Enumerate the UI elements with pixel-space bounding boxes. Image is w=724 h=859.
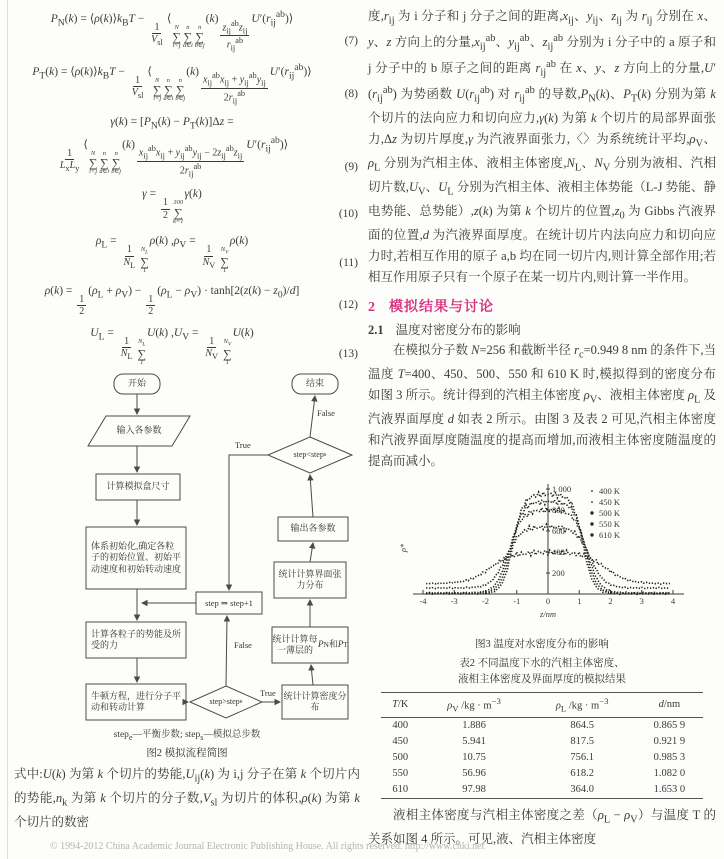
- subsection-title: 温度对密度分布的影响: [395, 323, 521, 338]
- density-profile-plot: [368, 476, 716, 628]
- y-tick-label: 600: [552, 526, 565, 537]
- x-tick-label: 3: [639, 596, 644, 607]
- equation: [14, 57, 360, 110]
- legend-marker: [590, 523, 593, 526]
- figure3-chart: [368, 476, 716, 633]
- legend-marker: [591, 491, 593, 493]
- flow-calcbox: 计算模拟盒尺寸: [106, 481, 170, 492]
- table-cell: 817.5: [570, 736, 594, 748]
- copyright-footer: © 1994-2012 China Academic Journal Electronic Publishing House. All rights reserved. http://www.cnki.net: [50, 841, 485, 852]
- left-paragraph: 式中:U(k) 为第 k 个切片的势能$,U_{ij}(k)$ 为 i,j 分子在第 k 个切片内的势能$,n_k$ 为第 k 个切片的分子数$,V_{sl}$ 为切片的体积,ρ(k) 为第 k 个切片的数密: [14, 767, 360, 830]
- equation-number: (13): [338, 348, 358, 361]
- flow-label-true-bottom: True: [260, 688, 276, 699]
- x-tick-label: -4: [419, 596, 427, 607]
- y-axis-label: ρ*: [398, 544, 408, 553]
- table-row: [381, 717, 703, 734]
- equation-number: (11): [339, 256, 358, 269]
- flow-label-true-top: True: [235, 440, 251, 451]
- table-cell: 756.1: [570, 752, 594, 764]
- equation: [14, 321, 360, 370]
- legend-label: 610 K: [599, 530, 621, 541]
- table-row: [381, 782, 703, 799]
- table-cell: 1.653 0: [653, 784, 686, 796]
- table2-header-cell: $\rho_V$ $/kg \cdot m^{-3}$: [419, 692, 528, 717]
- equation-number: (7): [344, 34, 358, 47]
- table-cell: 610: [392, 784, 409, 796]
- x-axis-label: z/nm: [539, 609, 557, 620]
- table-cell: 0.865 9: [653, 720, 686, 732]
- table-cell: 550: [392, 768, 409, 780]
- subsection-heading: [368, 320, 716, 338]
- subsection-number: 2.1: [368, 323, 384, 338]
- equation-number: (8): [344, 87, 358, 100]
- x-tick-label: 0: [545, 596, 551, 607]
- legend-marker: [591, 502, 593, 504]
- table-cell: 864.5: [570, 720, 594, 732]
- table-cell: 618.2: [570, 768, 594, 780]
- equation-number: (9): [344, 160, 358, 173]
- figure2-caption: 图2 模拟流程简图: [146, 748, 228, 760]
- x-tick-label: -3: [450, 596, 458, 607]
- y-tick-label: 200: [552, 568, 565, 579]
- flow-potential: 计算各粒子的势能及所受的力: [91, 628, 182, 651]
- table2: [381, 692, 703, 799]
- left-column: [14, 4, 360, 833]
- flow-label-false-top: False: [317, 408, 335, 419]
- flow-end: 结束: [305, 378, 324, 389]
- right-paragraph-3: 液相主体密度与汽相主体密度之差$(\rho_L - \rho_V)$与温度 T 的关系如图 4 所示。可见,液、汽相主体密度: [368, 807, 716, 846]
- table2-header-cell: T/K: [381, 692, 419, 717]
- table-cell: 500: [392, 752, 409, 764]
- right-paragraph-1: 度$,r_{ij}$ 为 i 分子和 j 分子之间的距离$,x_{ij}$、$y_{ij}$、$z_{ij}$ 为 $r_{ij}$ 分别在 x、y、z 方向上的分量$,x_{ij}^{ab}$、$y_{ij}^{ab}$、$z_{ij}^{ab}$ 分别为 i 分子中的 a 原子和 j 分子中的 b 原子之间的距离 $r_{ij}^{ab}$ 在 x、y、z 方向上的分量$,U'(r_{ij}^{ab})$ 为势函数 $U(r_{ij}^{ab})$ 对 $r_{ij}^{ab}$ 的导数$,P_N(k)$、$P_T(k)$ 分别为第 k 个切片的法向应力和切向应力,γ(k) 为第 k 个切片的局部界面张力,Δz 为切片厚度,γ 为汽液界面张力,〈〉为系统统计平均$,\rho_V$、$\rho_L$ 分别为汽相主体、液相主体密度$,N_L$、$N_V$ 分别为液相、汽相切片数$,U_V$、$U_L$ 分别为汽相主体、液相主体势能（L-J 势能、静电势能、总势能）,z(k) 为第 k 个切片的位置$,z_0$ 为 Gibbs 汽液界面的位置,d 为汽液界面厚度。在统计切片内法向应力和切向应力时,若相互作用的原子 a,b 均在同一切片内,则计算全部作用;若相互作用原子只有一个原子在某一切片内,则计算一半作用。: [368, 9, 716, 285]
- flow-init: 体系初始化,确定各粒子的初始位置、初始平动速度和初始转动速度: [91, 540, 182, 575]
- flow-label-false-bottom: False: [234, 640, 252, 651]
- right-paragraph-2: 在模拟分子数 N=256 和截断半径 $r_c=0.949$ 8 nm 的条件下,当温度 T=400、450、500、550 和 610 K 时,模拟得到的密度分布如图 3 所示。统计得到的汽相主体密度 $\rho_V$、液相主体密度 $\rho_L$ 及汽液界面厚度 d 如表 2 所示。由图 3 及表 2 可见,汽相主体密度和汽液界面厚度随温度的提高而增加,而液相主体密度随温度的提高而减小。: [368, 343, 716, 469]
- equation: [14, 279, 360, 321]
- y-tick-label: 1 000: [552, 484, 572, 495]
- flowchart-note: step$_e$—平衡步数; step$_s$—模拟总步数: [113, 730, 261, 743]
- flow-cond-total: step<step s: [293, 450, 327, 460]
- equation-content: $P_T(k)$ = $⟨\rho(k)⟩k_BT$ − 1 $V_{sl}$ ⟨ N ∑ i<j n ∑ a∈i n ∑ b∈j (k) $x_{ij}^{ab}x_{ij} + y_{ij}^{ab}y_{ij}$ $2r_{ij}^{ab}$ $U'(r_{ij}^{ab})⟩$: [32, 61, 312, 106]
- x-tick-label: 1: [577, 596, 582, 607]
- table-cell: 364.0: [570, 784, 594, 796]
- table-row: [381, 734, 703, 750]
- table2-caption-line2: 液相主体密度及界面厚度的模拟结果: [458, 674, 626, 686]
- table-cell: 0.985 3: [653, 752, 686, 764]
- table2-caption-line1: 表2 不同温度下水的汽相主体密度、: [459, 658, 625, 670]
- table2-header-cell: d/nm: [636, 692, 703, 717]
- flow-input: 输入各参数: [116, 425, 162, 436]
- table2-header-cell: $\rho_L$ $/kg \cdot m^{-3}$: [529, 692, 636, 717]
- equation-content: $P_N(k)$ = $⟨\rho(k)⟩k_BT$ − 1 $V_{sl}$ ⟨ N ∑ i<j n ∑ a∈i n ∑ b∈j (k) $z_{ij}^{ab}z_{ij}$ $r_{ij}^{ab}$ $U'(r_{ij}^{ab})⟩$: [50, 9, 294, 53]
- equation-number: (10): [338, 207, 358, 220]
- legend-marker: [590, 512, 593, 515]
- table-cell: 1.082 0: [653, 768, 686, 780]
- equation: [14, 4, 360, 57]
- equation-content: $\rho_L$ = $\frac{1}{N_L}$ $N_L$ ∑ 1 ρ(k) $,\rho_V$ = $\frac{1}{N_V}$ $N_V$ ∑ 1 ρ(k): [95, 235, 249, 275]
- table2-header-row: [381, 692, 703, 717]
- y-tick-label: 400: [552, 547, 565, 558]
- x-tick-label: 2: [608, 596, 613, 607]
- section-title: 模拟结果与讨论: [389, 300, 494, 316]
- flow-newton: 牛顿方程，进行分子平动和转动计算: [91, 690, 182, 713]
- table-cell: 400: [392, 720, 409, 732]
- legend-label: 450 K: [599, 497, 621, 508]
- equation-list: [14, 4, 360, 370]
- figure3-caption: 图3 温度对水密度分布的影响: [475, 639, 609, 651]
- table-cell: 10.75: [462, 752, 486, 764]
- table-row: [381, 750, 703, 766]
- legend-label: 400 K: [599, 486, 621, 497]
- table-cell: 450: [392, 736, 409, 748]
- flow-cond-equilibrium: step>step e: [209, 697, 243, 707]
- equation-content: $\gamma(k) = [P_N(k) - P_T(k)]\Delta z$ = 1 $L_xL_y$ ⟨ N ∑ i<j n ∑ a∈i n ∑ b∈j (k) $x_{ij}^{ab}x_{ij} + y_{ij}^{ab}y_{ij} - 2z_{ij}^{ab}z_{ij}$ $2r_{ij}^{ab}$ $U'(r_{ij}^{ab})⟩$: [59, 115, 289, 179]
- legend-label: 500 K: [599, 508, 621, 519]
- equation-content: γ = $\frac{1}{2}$ 300 ∑ k=1 γ(k): [142, 188, 202, 225]
- flowchart-shapes: [14, 372, 360, 724]
- flow-output: 输出各参数: [290, 523, 336, 534]
- legend-marker: [590, 534, 593, 537]
- table-cell: 0.921 9: [653, 736, 686, 748]
- table-cell: 5.941: [462, 736, 486, 748]
- x-tick-label: 4: [670, 596, 676, 607]
- flowchart-figure2: [14, 372, 360, 724]
- flow-start: 开始: [127, 378, 146, 389]
- equation: [14, 110, 360, 183]
- section-heading: [368, 296, 716, 316]
- right-column: [368, 6, 716, 850]
- equation-number: (12): [338, 299, 358, 312]
- legend-label: 550 K: [599, 519, 621, 530]
- flow-step-increment: step ⇒ step+1: [205, 597, 253, 608]
- equation-content: ρ(k) = $\frac{1}{2}$ $(\rho_L + \rho_V)$ − $\frac{1}{2}$ $(\rho_L - \rho_V) \cdot \tanh[2(z(k) - z_0)/d]$: [44, 284, 300, 317]
- y-tick-label: 800: [552, 505, 565, 516]
- equation-content: $U_L$ = $\frac{1}{N_L}$ $N_L$ ∑ 1 U(k) $,U_V$ = $\frac{1}{N_V}$ $N_V$ ∑ 1 U(k): [90, 327, 254, 366]
- table-cell: 56.96: [462, 768, 486, 780]
- section-number: 2: [368, 300, 375, 316]
- flow-tension-stats: 统计计算界面张力分布: [278, 568, 342, 591]
- flow-layer-stats: 统计计算每一薄层的 P N 和 P T: [272, 633, 348, 656]
- equation: [14, 229, 360, 278]
- table-cell: 97.98: [462, 784, 486, 796]
- scan-edge-line: [7, 0, 8, 859]
- x-tick-label: -1: [513, 596, 521, 607]
- x-tick-label: -2: [481, 596, 490, 607]
- flow-density-stats: 统计计算密度分布: [283, 690, 347, 713]
- equation: [14, 182, 360, 229]
- table-cell: 1.886: [462, 720, 486, 732]
- table-row: [381, 766, 703, 782]
